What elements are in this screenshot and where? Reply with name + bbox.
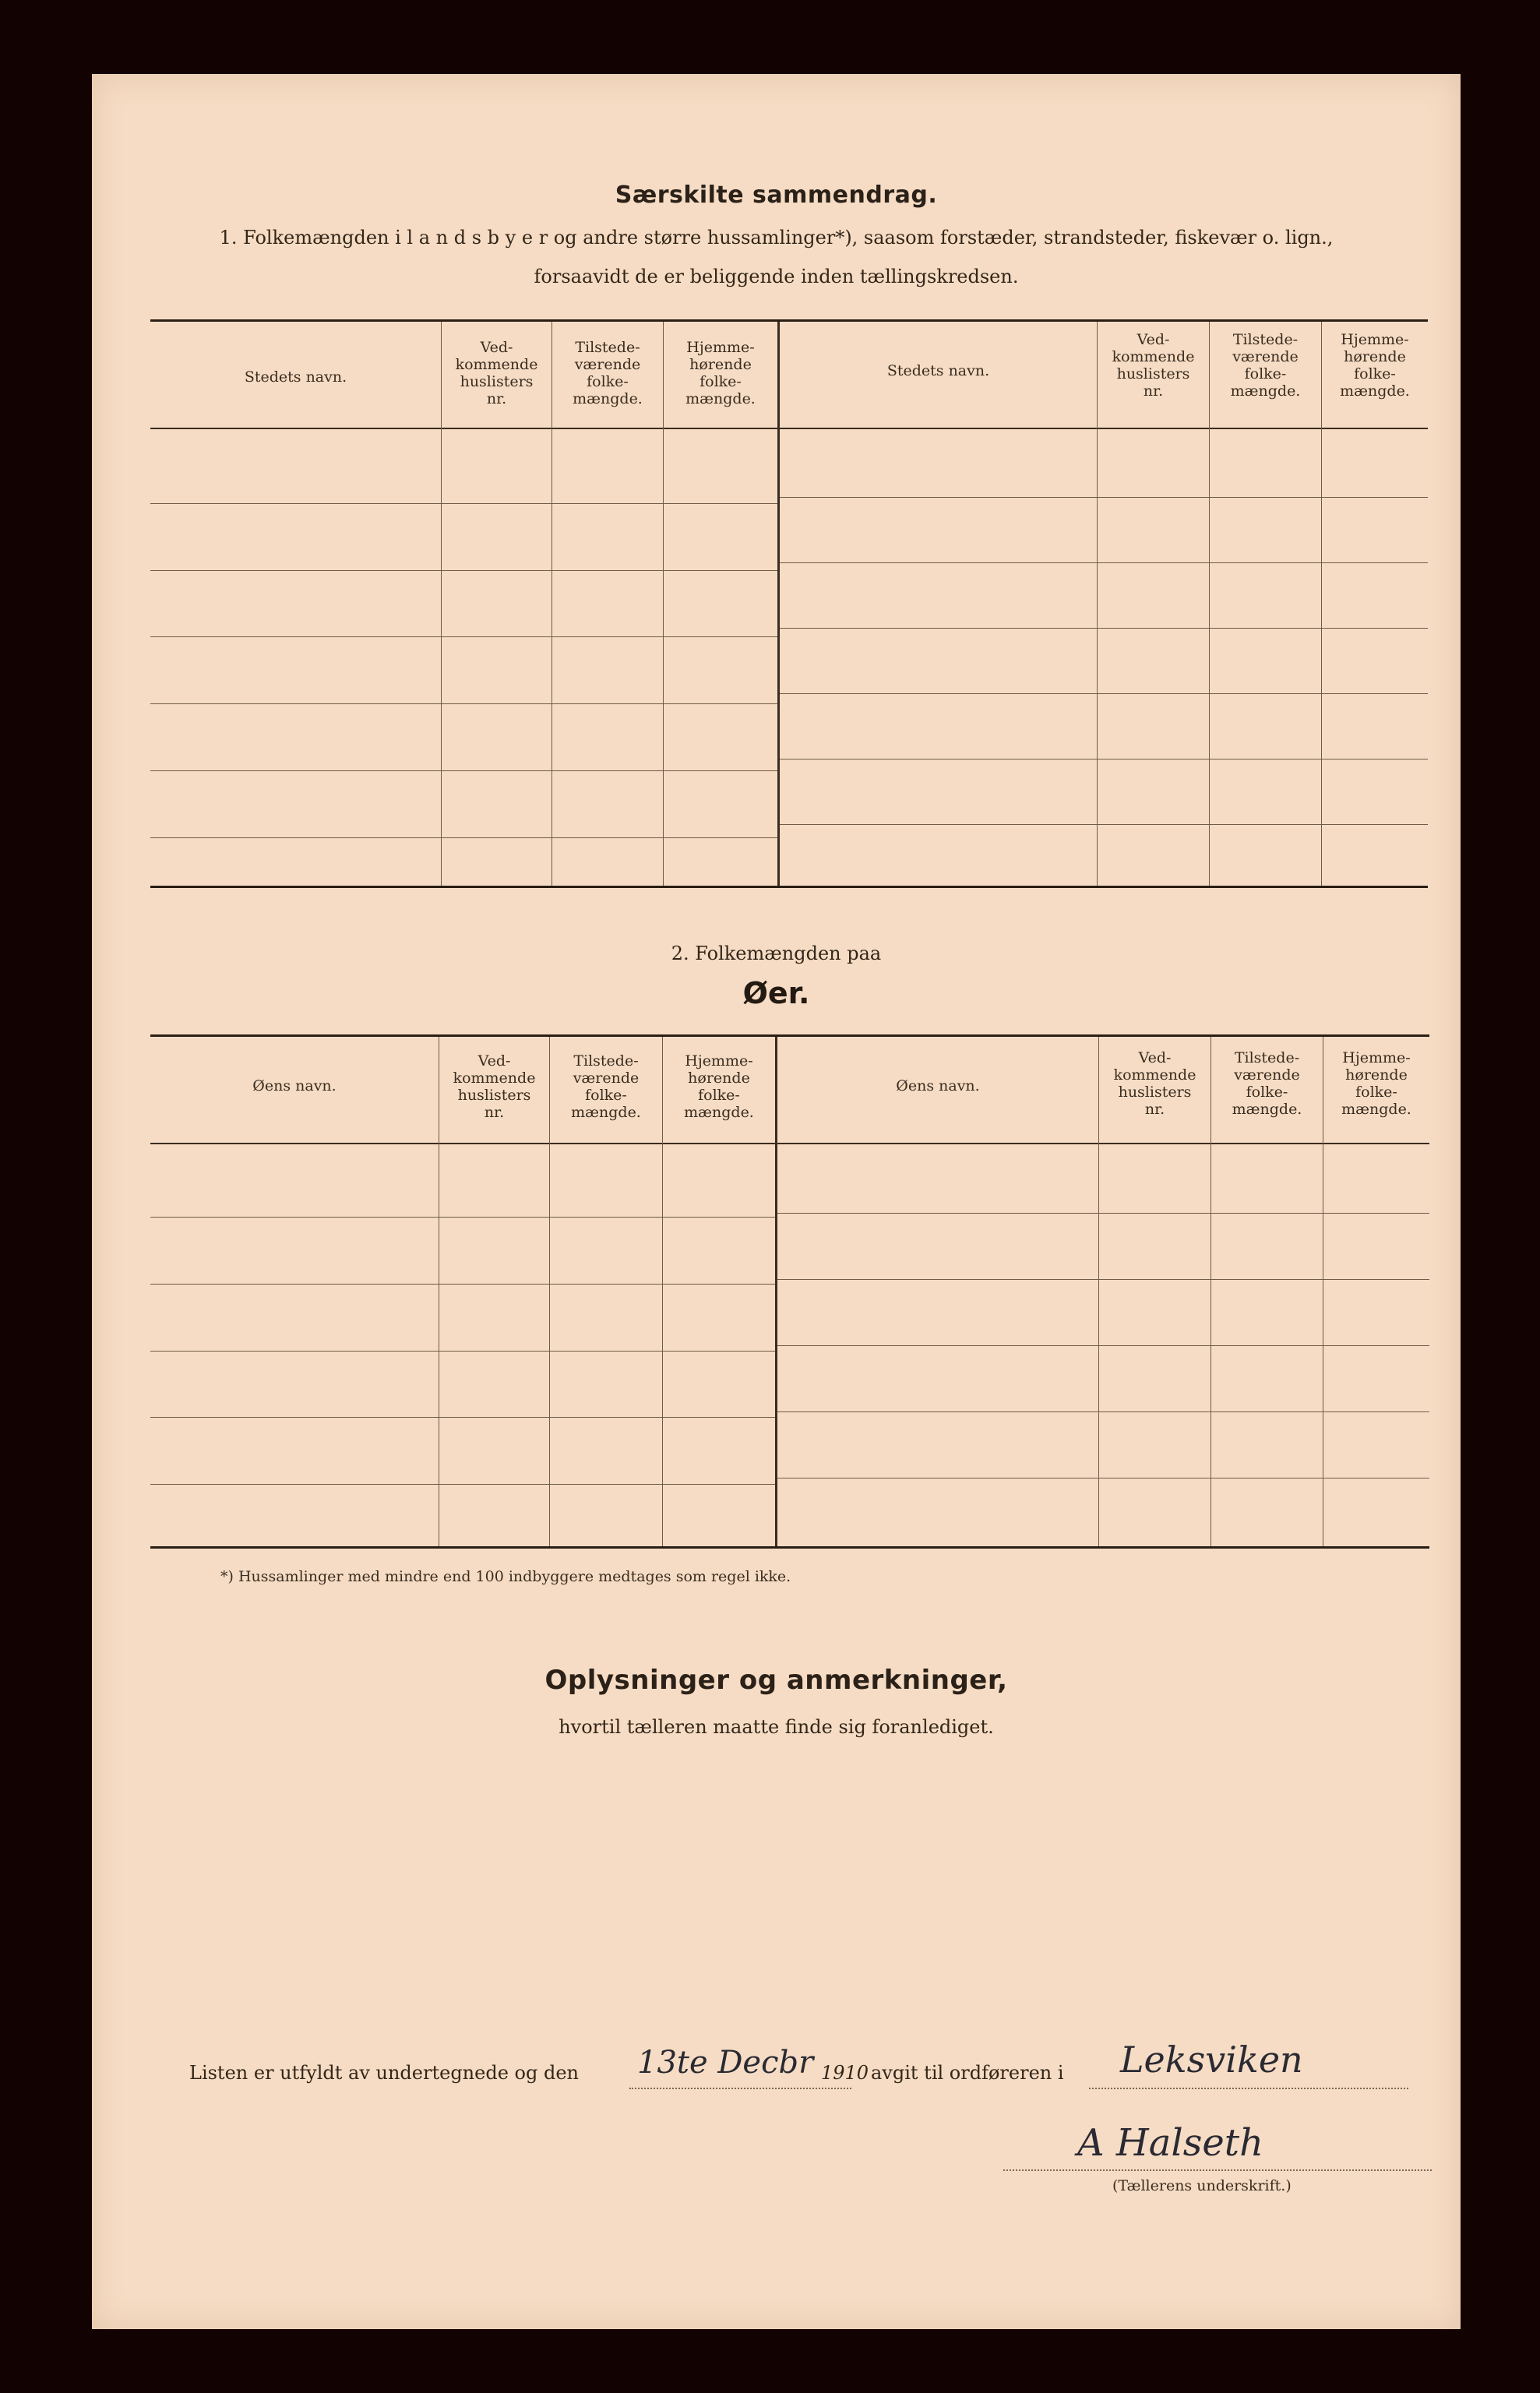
completion-date: 13te Decbr: [637, 2045, 814, 2081]
col-present-population-right: Tilstede- værende folke- mængde.: [1230, 331, 1301, 400]
col-household-list-nr-2: Ved- kommende huslisters nr.: [453, 1052, 536, 1121]
col-present-population-2-right: Tilstede- værende folke- mængde.: [1232, 1049, 1302, 1118]
footnote: *) Hussamlinger med mindre end 100 indbyggere medtages som regel ikke.: [220, 1568, 791, 1585]
completion-middle: avgit til ordføreren i: [871, 2062, 1064, 2084]
municipality-name: Leksviken: [1120, 2039, 1303, 2081]
col-resident-population-2: Hjemme- hørende folke- mængde.: [684, 1052, 754, 1121]
completion-prefix: Listen er utfyldt av undertegnede og den: [189, 2062, 580, 2084]
signature-caption: (Tællerens underskrift.): [1112, 2177, 1292, 2194]
islands-title: Øer.: [742, 976, 810, 1010]
col-household-list-nr-right: Ved- kommende huslisters nr.: [1112, 331, 1195, 400]
col-present-population: Tilstede- værende folke- mængde.: [573, 339, 643, 407]
col-resident-population-right: Hjemme- hørende folke- mængde.: [1340, 331, 1410, 400]
section1-description-cont: forsaavidt de er beliggende inden tællingskredsen.: [534, 266, 1019, 287]
col-household-list-nr-2-right: Ved- kommende huslisters nr.: [1113, 1049, 1196, 1118]
remarks-subheading: hvortil tælleren maatte finde sig foranlediget.: [559, 1716, 994, 1738]
col-resident-population-2-right: Hjemme- hørende folke- mængde.: [1341, 1049, 1411, 1118]
enumerator-signature: A Halseth: [1077, 2121, 1263, 2165]
col-island-name: Øens navn.: [252, 1077, 337, 1094]
section1-description: 1. Folkemængden i l a n d s b y e r og andre større hussamlinger*), saasom forstæder, strandsteder, fiskevær o. lign.,: [219, 227, 1334, 248]
section2-description: 2. Folkemængden paa: [671, 943, 882, 964]
col-island-name-right: Øens navn.: [896, 1077, 980, 1094]
col-household-list-nr: Ved- kommende huslisters nr.: [455, 339, 538, 407]
completion-year: 1910: [821, 2062, 869, 2084]
col-present-population-2: Tilstede- værende folke- mængde.: [571, 1052, 641, 1121]
col-place-name: Stedets navn.: [244, 368, 347, 386]
summary-heading: Særskilte sammendrag.: [615, 182, 938, 209]
census-form-page: [92, 74, 1461, 2329]
col-resident-population: Hjemme- hørende folke- mængde.: [685, 339, 756, 407]
col-place-name-right: Stedets navn.: [886, 362, 990, 379]
remarks-heading: Oplysninger og anmerkninger,: [544, 1665, 1008, 1696]
